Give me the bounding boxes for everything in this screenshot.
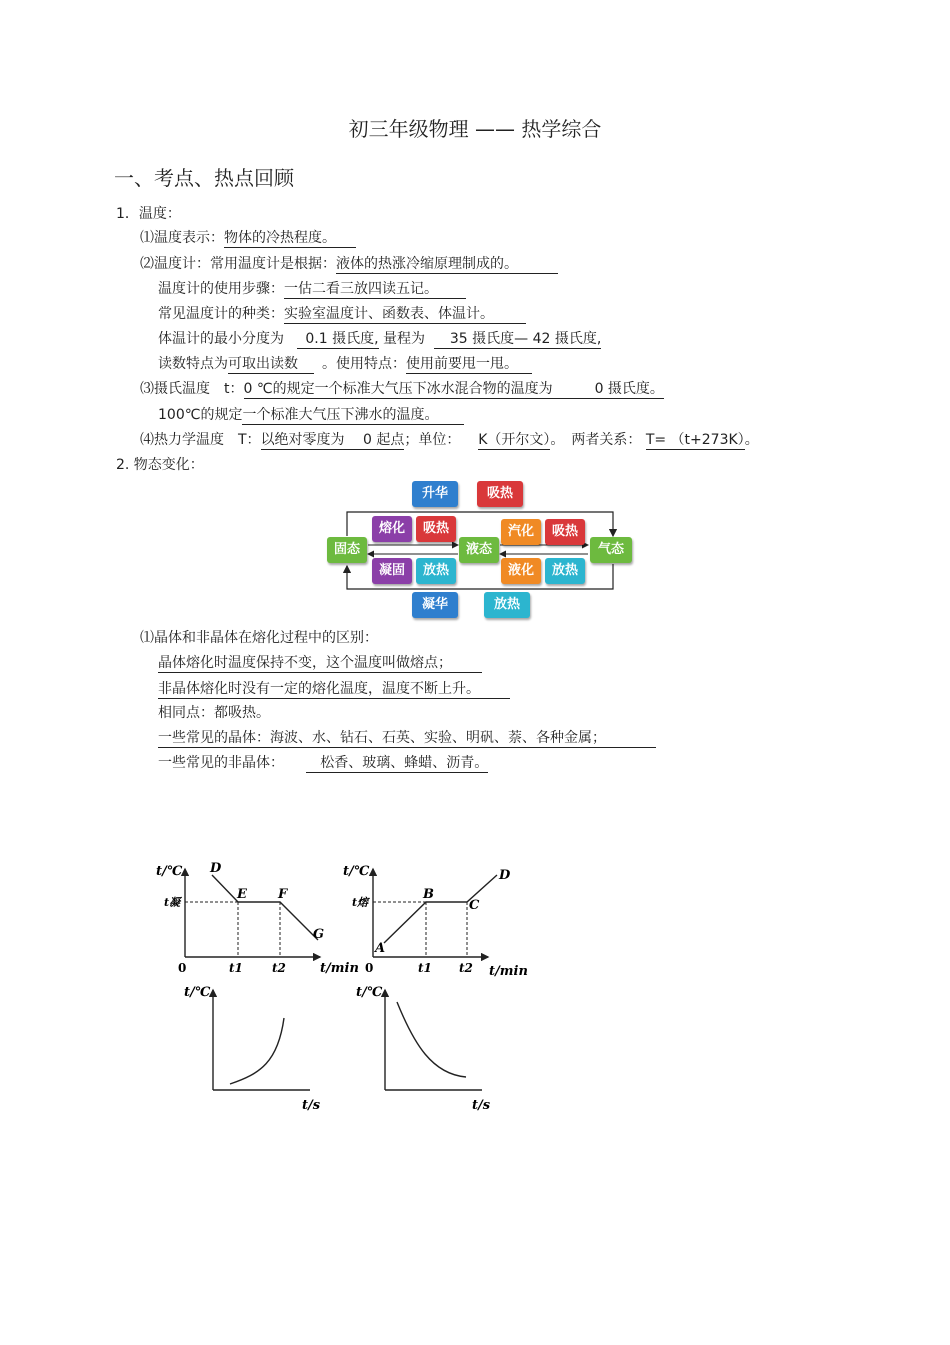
- graph1-point-d: D: [210, 861, 222, 876]
- gas-node: 气态: [590, 537, 632, 563]
- temp-line-6: 读数特点为可取出读数 。使用特点：使用前要甩一甩。: [158, 355, 532, 373]
- page-title: 初三年级物理 —— 热学综合: [348, 117, 602, 141]
- cooling-curve-graph: [352, 982, 502, 1112]
- graph1-t-label: t凝: [164, 896, 181, 909]
- graph1-origin: 0: [178, 961, 187, 975]
- melting-heat-node: 吸热: [416, 516, 456, 542]
- graph2-point-d: D: [499, 868, 511, 883]
- liquefaction-heat-node: 放热: [545, 558, 585, 584]
- graph2-point-a: A: [375, 941, 386, 956]
- deposition-node: 凝华: [412, 592, 458, 618]
- graph2-t2-label: t2: [459, 961, 473, 975]
- graph2-y-label: t/℃: [343, 864, 370, 879]
- temp-line-9: ⑷热力学温度 T：以绝对零度为 0 起点；单位： K（开尔文）。 两者关系： T= （t+273K）。: [140, 432, 759, 448]
- item-2-label: 2. 物态变化：: [116, 457, 204, 473]
- solidification-graph: [150, 855, 365, 980]
- sublimation-node: 升华: [412, 481, 458, 507]
- crystal-line-2: 非晶体熔化时没有一定的熔化温度，温度不断上升。: [158, 680, 510, 698]
- graph4-curve: [397, 1002, 466, 1077]
- graph1-x-label: t/min: [320, 961, 359, 976]
- graph3-y-label: t/℃: [184, 985, 211, 1000]
- graph2-point-c: C: [469, 898, 480, 913]
- graph2-origin: 0: [365, 961, 374, 975]
- deposition-heat-node: 放热: [484, 592, 530, 618]
- melting-node: 熔化: [372, 516, 412, 542]
- temp-line-1: ⑴温度表示：物体的冷热程度。: [140, 229, 356, 247]
- graph4-x-label: t/s: [472, 1098, 491, 1112]
- temp-line-5: 体温计的最小分度为 0.1 摄氏度, 量程为 35 摄氏度— 42 摄氏度,: [158, 331, 602, 347]
- sublimation-heat-node: 吸热: [477, 481, 523, 507]
- graph3-x-label: t/s: [302, 1098, 321, 1112]
- freezing-node: 凝固: [372, 558, 412, 584]
- temp-line-4: 常见温度计的种类：实验室温度计、函数表、体温计。: [158, 305, 526, 323]
- crystal-line-5: 一些常见的非晶体： 松香、玻璃、蜂蜡、沥青。: [158, 755, 489, 771]
- section-heading: 一、考点、热点回顾: [114, 166, 294, 190]
- vaporization-heat-node: 吸热: [545, 519, 585, 545]
- state-change-diagram: [320, 478, 640, 623]
- graph1-point-f: F: [278, 887, 288, 902]
- freezing-heat-node: 放热: [416, 558, 456, 584]
- crystal-line-1: 晶体熔化时温度保持不变，这个温度叫做熔点；: [158, 654, 482, 672]
- liquefaction-node: 液化: [501, 558, 541, 584]
- graph1-y-label: t/℃: [156, 864, 183, 879]
- graph2-t1-label: t1: [418, 961, 432, 975]
- graph2-x-label: t/min: [489, 964, 528, 979]
- temp-line-3: 温度计的使用步骤：一估二看三放四读五记。: [158, 280, 466, 298]
- temp-line-2: ⑵温度计：常用温度计是根据：液体的热涨冷缩原理制成的。: [140, 255, 558, 273]
- heating-curve-graph: [180, 982, 330, 1112]
- crystal-line-4: 一些常见的晶体：海波、水、钻石、石英、实验、明矾、萘、各种金属；: [158, 729, 656, 747]
- vaporization-node: 汽化: [501, 519, 541, 545]
- graph4-y-label: t/℃: [356, 985, 383, 1000]
- graph1-point-g: G: [313, 927, 325, 942]
- graph1-curve: [212, 875, 318, 940]
- graph2-curve: [384, 875, 497, 943]
- graph3-curve: [230, 1018, 284, 1084]
- crystal-heading: ⑴晶体和非晶体在熔化过程中的区别：: [140, 630, 378, 646]
- temp-line-8: 100℃的规定一个标准大气压下沸水的温度。: [158, 406, 464, 424]
- melting-graph: [335, 855, 535, 980]
- crystal-line-3: 相同点：都吸热。: [158, 705, 270, 721]
- graph1-point-e: E: [237, 887, 247, 902]
- item-1-label: 1．温度：: [116, 206, 181, 222]
- graph2-t-label: t熔: [352, 896, 369, 909]
- graph1-t1-label: t1: [229, 961, 243, 975]
- solid-node: 固态: [327, 537, 367, 563]
- liquid-node: 液态: [459, 537, 499, 563]
- graph2-point-b: B: [423, 887, 434, 902]
- temp-line-7: ⑶摄氏温度 t：0 ℃的规定一个标准大气压下冰水混合物的温度为 0 摄氏度。: [140, 381, 664, 397]
- graph1-t2-label: t2: [272, 961, 286, 975]
